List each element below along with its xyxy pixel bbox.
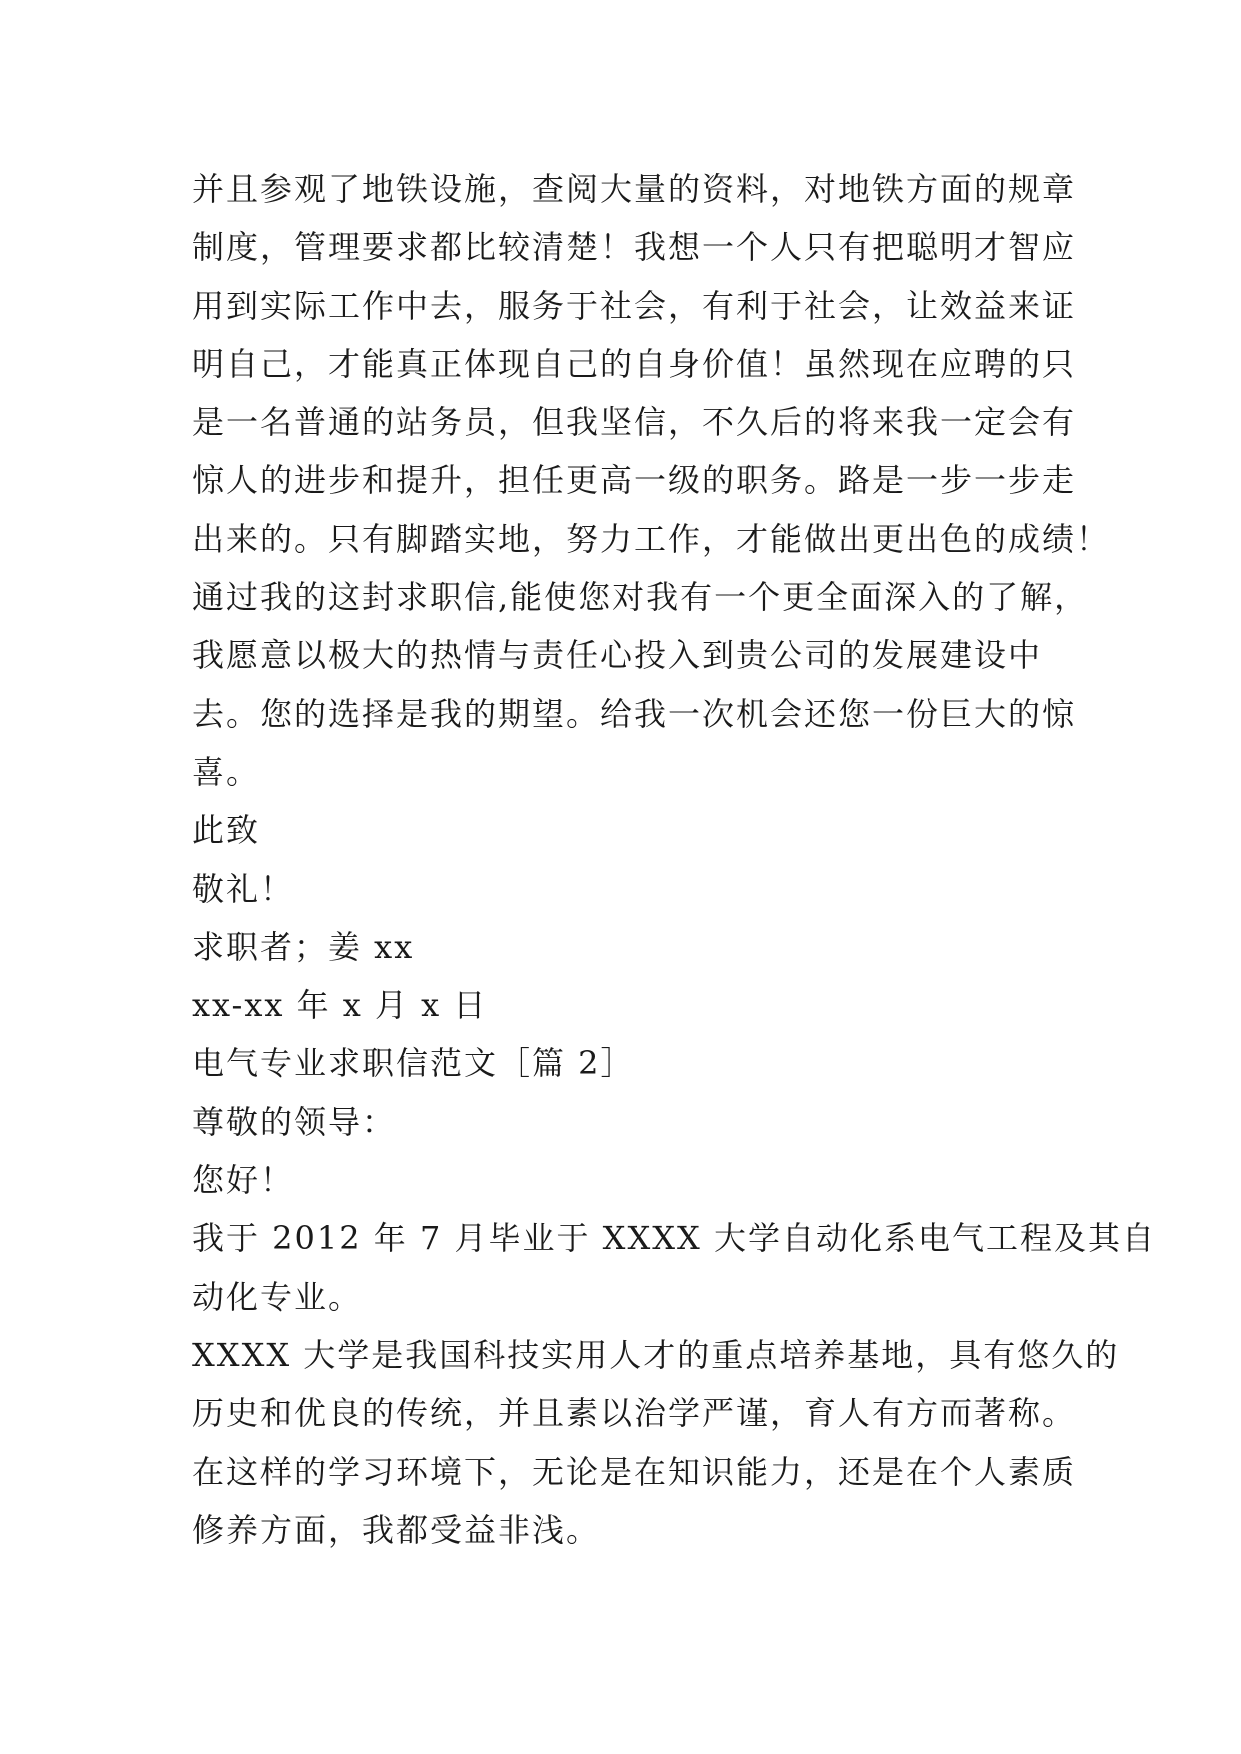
text-line-20: 动化专业。 — [192, 1277, 363, 1316]
text-line-22: 历史和优良的传统，并且素以治学严谨，育人有方而著称。 — [192, 1394, 1077, 1433]
text-line-4: 明自己，才能真正体现自己的自身价值！虽然现在应聘的只 — [192, 344, 1077, 383]
text-line-19: 我于 2012 年 7 月毕业于 XXXX 大学自动化系电气工程及其自 — [192, 1219, 1156, 1258]
letter-hello: 您好！ — [192, 1161, 295, 1200]
text-line-9: 我愿意以极大的热情与责任心投入到贵公司的发展建设中 — [192, 636, 1043, 675]
text-line-2: 制度，管理要求都比较清楚！我想一个人只有把聪明才智应 — [192, 228, 1077, 267]
text-line-23: 在这样的学习环境下，无论是在知识能力，还是在个人素质 — [192, 1452, 1077, 1491]
closing-regards: 敬礼！ — [192, 869, 295, 908]
text-line-7: 出来的。只有脚踏实地，努力工作，才能做出更出色的成绩！ — [192, 519, 1111, 558]
text-line-11: 喜。 — [192, 752, 261, 791]
text-line-6: 惊人的进步和提升，担任更高一级的职务。路是一步一步走 — [192, 461, 1077, 500]
closing-salutation: 此致 — [192, 811, 261, 850]
text-line-1: 并且参观了地铁设施，查阅大量的资料，对地铁方面的规章 — [192, 170, 1077, 208]
text-line-10: 去。您的选择是我的期望。给我一次机会还您一份巨大的惊 — [192, 694, 1077, 733]
document-body — [192, 160, 1156, 1559]
applicant-signature: 求职者；姜 xx — [192, 927, 415, 966]
text-line-24: 修养方面，我都受益非浅。 — [192, 1510, 601, 1549]
letter-greeting: 尊敬的领导： — [192, 1102, 397, 1141]
text-line-8: 通过我的这封求职信,能使您对我有一个更全面深入的了解， — [192, 578, 1089, 617]
letter-date: xx-xx 年 x 月 x 日 — [192, 986, 488, 1025]
text-line-5: 是一名普通的站务员，但我坚信，不久后的将来我一定会有 — [192, 403, 1077, 442]
section-heading: 电气专业求职信范文［篇 2］ — [192, 1044, 635, 1083]
text-line-3: 用到实际工作中去，服务于社会，有利于社会，让效益来证 — [192, 286, 1077, 325]
text-line-21: XXXX 大学是我国科技实用人才的重点培养基地，具有悠久的 — [192, 1335, 1120, 1374]
